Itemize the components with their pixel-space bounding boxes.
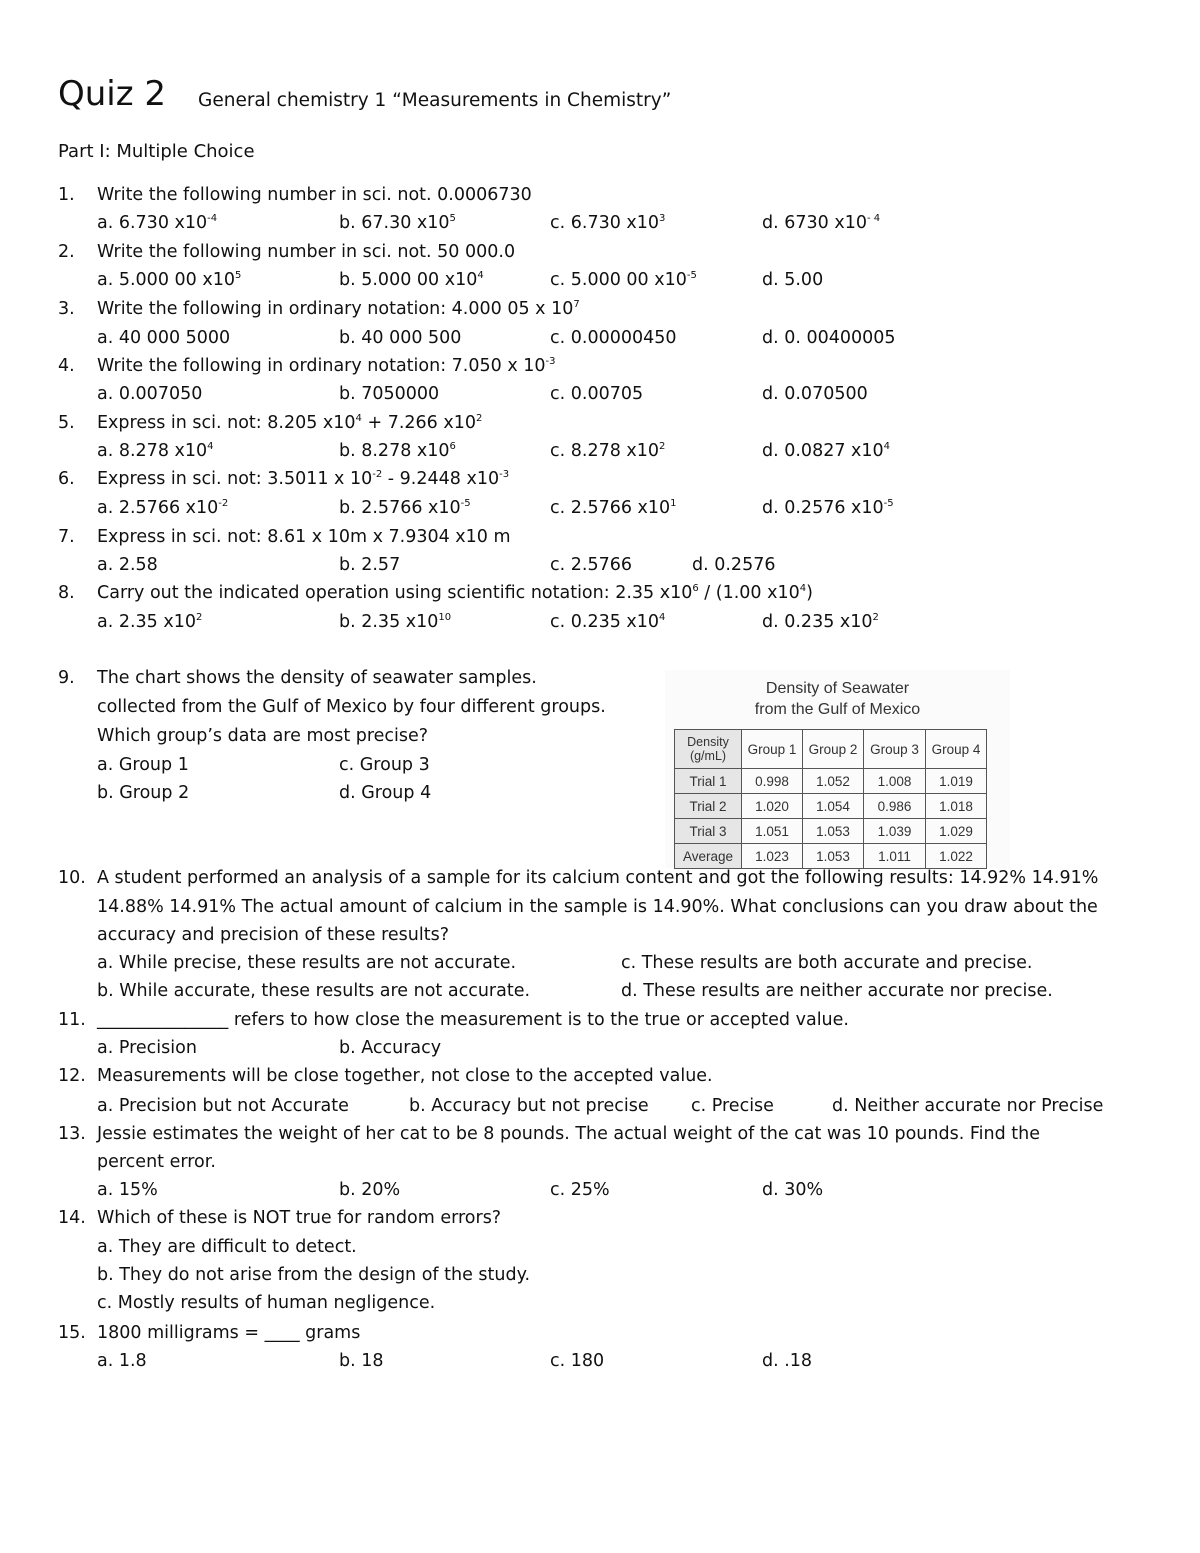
table-cell: 1.008 xyxy=(864,769,926,794)
question-4-text: Write the following in ordinary notation: 7.050 x $10^{-3}$ xyxy=(97,356,556,376)
choice: b. While accurate, these results are not accurate. xyxy=(97,981,531,1001)
table-cell: 1.029 xyxy=(926,819,987,844)
choice: a. 1.8 xyxy=(97,1351,147,1371)
choice: d. 0.235 $x10^2$ xyxy=(762,612,879,632)
question-13-number: 13. xyxy=(58,1124,86,1144)
table-header-cell: Group 3 xyxy=(864,730,926,769)
question-6-number: 6. xyxy=(58,469,75,489)
question-15-number: 15. xyxy=(58,1323,86,1343)
question-5-text: Express in sci. not: 8.205 $x10^4 + 7.266$ $x10^2$ xyxy=(97,413,483,433)
choice: c. Mostly results of human negligence. xyxy=(97,1293,436,1313)
question-15-text: 1800 milligrams = ____ grams xyxy=(97,1323,361,1343)
table-row-label: Trial 1 xyxy=(675,769,742,794)
question-2-text: Write the following number in sci. not. 50 000.0 xyxy=(97,242,516,262)
choice: d. These results are neither accurate nor precise. xyxy=(621,981,1053,1001)
choice: c. These results are both accurate and precise. xyxy=(621,953,1033,973)
choice: d. .18 xyxy=(762,1351,813,1371)
question-14-number: 14. xyxy=(58,1208,86,1228)
question-8-number: 8. xyxy=(58,583,75,603)
choice: a. 2.58 xyxy=(97,555,158,575)
choice: c. 0.00705 xyxy=(550,384,644,404)
choice: b. They do not arise from the design of the study. xyxy=(97,1265,531,1285)
choice: c. 0.235 $x10^4$ xyxy=(550,612,666,632)
table-cell: 1.051 xyxy=(742,819,803,844)
choice: b. 7050000 xyxy=(339,384,440,404)
choice: c. Precise xyxy=(691,1096,774,1116)
question-1-text: Write the following number in sci. not. 0.0006730 xyxy=(97,185,532,205)
table-cell: 1.052 xyxy=(803,769,864,794)
choice: a. 40 000 5000 xyxy=(97,328,231,348)
density-table-subtitle: from the Gulf of Mexico xyxy=(754,701,921,718)
choice: b. 2.5766 $x10^{-5}$ xyxy=(339,498,471,518)
table-cell: 1.054 xyxy=(803,794,864,819)
choice: c. 5.000 00 $x10^{-5}$ xyxy=(550,270,697,290)
choice: b. 20% xyxy=(339,1180,401,1200)
question-10-line: accuracy and precision of these results? xyxy=(97,925,450,945)
question-3-number: 3. xyxy=(58,299,75,319)
choice: a. 0.007050 xyxy=(97,384,203,404)
table-row-label: Trial 3 xyxy=(675,819,742,844)
choice: b. 8.278 $x10^6$ xyxy=(339,441,456,461)
table-row xyxy=(675,844,987,869)
question-9-line: collected from the Gulf of Mexico by four different groups. xyxy=(97,697,606,717)
choice: c. 2.5766 xyxy=(550,555,632,575)
table-row-label: Average xyxy=(675,844,742,869)
question-11-text: _______________ refers to how close the measurement is to the true or accepted value. xyxy=(97,1010,849,1030)
question-6-text: Express in sci. not: 3.5011 x $10^{-2} - 9.2448$ $x10^{-3}$ xyxy=(97,469,510,489)
choice: a. They are difficult to detect. xyxy=(97,1237,357,1257)
choice: a. Precision xyxy=(97,1038,197,1058)
choice: c. 8.278 $x10^2$ xyxy=(550,441,666,461)
question-13-line: percent error. xyxy=(97,1152,216,1172)
choice: d. Neither accurate nor Precise xyxy=(832,1096,1104,1116)
choice: a. While precise, these results are not accurate. xyxy=(97,953,517,973)
choice: a. 2.5766 $x10^{-2}$ xyxy=(97,498,229,518)
choice: a. 5.000 00 $x10^5$ xyxy=(97,270,242,290)
choice: d. 0.2576 xyxy=(692,555,776,575)
density-table xyxy=(674,729,987,869)
table-header-cell: Group 4 xyxy=(926,730,987,769)
table-row xyxy=(675,819,987,844)
question-11-number: 11. xyxy=(58,1010,86,1030)
table-cell: 1.019 xyxy=(926,769,987,794)
table-cell: 1.053 xyxy=(803,819,864,844)
question-9-line: Which group’s data are most precise? xyxy=(97,726,429,746)
choice: b. 5.000 00 $x10^4$ xyxy=(339,270,484,290)
choice: d. 6730 $x10^{- 4}$ xyxy=(762,213,881,233)
table-cell: 1.020 xyxy=(742,794,803,819)
choice: b. Accuracy xyxy=(339,1038,442,1058)
quiz-title: Quiz 2 xyxy=(58,74,167,114)
table-header-cell: Group 1 xyxy=(742,730,803,769)
choice: b. Group 2 xyxy=(97,783,190,803)
choice: b. 2.35 $x10^{10}$ xyxy=(339,612,452,632)
choice: d. 0.070500 xyxy=(762,384,868,404)
question-10-line: A student performed an analysis of a sample for its calcium content and got the following results: 14.92% 14.91% xyxy=(97,868,1099,888)
choice: b. 67.30 $x10^5$ xyxy=(339,213,456,233)
choice: d. Group 4 xyxy=(339,783,432,803)
choice: d. 30% xyxy=(762,1180,824,1200)
table-cell: 1.039 xyxy=(864,819,926,844)
question-13-line: Jessie estimates the weight of her cat to be 8 pounds. The actual weight of the cat was 10 pounds. Find the xyxy=(97,1124,1040,1144)
question-1-number: 1. xyxy=(58,185,75,205)
choice: b. 40 000 500 xyxy=(339,328,462,348)
question-9-line: The chart shows the density of seawater samples. xyxy=(97,668,537,688)
question-12-text: Measurements will be close together, not close to the accepted value. xyxy=(97,1066,713,1086)
choice: a. 6.730 $x10^{-4}$ xyxy=(97,213,218,233)
choice: c. 2.5766 $x10^1$ xyxy=(550,498,677,518)
table-header-cell: Density (g/mL) xyxy=(675,730,742,769)
question-5-number: 5. xyxy=(58,413,75,433)
choice: c. 0.00000450 xyxy=(550,328,677,348)
table-cell: 1.023 xyxy=(742,844,803,869)
question-12-number: 12. xyxy=(58,1066,86,1086)
choice: a. 2.35 $x10^2$ xyxy=(97,612,203,632)
choice: d. 0.0827 $x10^4$ xyxy=(762,441,891,461)
table-cell: 1.053 xyxy=(803,844,864,869)
question-3-text: Write the following in ordinary notation: 4.000 05 x $10^7$ xyxy=(97,299,580,319)
table-cell: 0.986 xyxy=(864,794,926,819)
part-heading: Part I: Multiple Choice xyxy=(58,141,255,162)
choice: b. Accuracy but not precise xyxy=(409,1096,649,1116)
density-table-figure xyxy=(665,670,1010,868)
choice: d. 5.00 xyxy=(762,270,824,290)
question-10-number: 10. xyxy=(58,868,86,888)
question-9-number: 9. xyxy=(58,668,75,688)
choice: a. 8.278 $x10^4$ xyxy=(97,441,214,461)
table-row-label: Trial 2 xyxy=(675,794,742,819)
choice: b. 18 xyxy=(339,1351,384,1371)
question-2-number: 2. xyxy=(58,242,75,262)
quiz-subtitle: General chemistry 1 “Measurements in Chemistry” xyxy=(198,90,672,111)
table-row xyxy=(675,794,987,819)
choice: a. Precision but not Accurate xyxy=(97,1096,349,1116)
question-7-number: 7. xyxy=(58,527,75,547)
table-row xyxy=(675,769,987,794)
table-cell: 1.011 xyxy=(864,844,926,869)
choice: d. 0.2576 $x10^{-5}$ xyxy=(762,498,894,518)
choice: c. 6.730 $x10^3$ xyxy=(550,213,666,233)
choice: d. 0. 00400005 xyxy=(762,328,896,348)
choice: a. Group 1 xyxy=(97,755,189,775)
choice: a. 15% xyxy=(97,1180,158,1200)
table-header-cell: Group 2 xyxy=(803,730,864,769)
question-7-text: Express in sci. not: 8.61 x 10m x 7.9304 x10 m xyxy=(97,527,511,547)
question-4-number: 4. xyxy=(58,356,75,376)
question-10-line: 14.88% 14.91% The actual amount of calcium in the sample is 14.90%. What conclusions can you draw about the xyxy=(97,897,1098,917)
choice: c. 25% xyxy=(550,1180,610,1200)
question-14-text: Which of these is NOT true for random errors? xyxy=(97,1208,502,1228)
choice: c. 180 xyxy=(550,1351,605,1371)
density-table-title: Density of Seawater xyxy=(765,680,910,697)
choice: c. Group 3 xyxy=(339,755,430,775)
question-8-text: Carry out the indicated operation using scientific notation: 2.35 $x10^6 / (1.00$ $x10^4$) xyxy=(97,583,813,603)
table-cell: 0.998 xyxy=(742,769,803,794)
table-header-row xyxy=(675,730,987,769)
choice: b. 2.57 xyxy=(339,555,401,575)
table-cell: 1.022 xyxy=(926,844,987,869)
table-cell: 1.018 xyxy=(926,794,987,819)
